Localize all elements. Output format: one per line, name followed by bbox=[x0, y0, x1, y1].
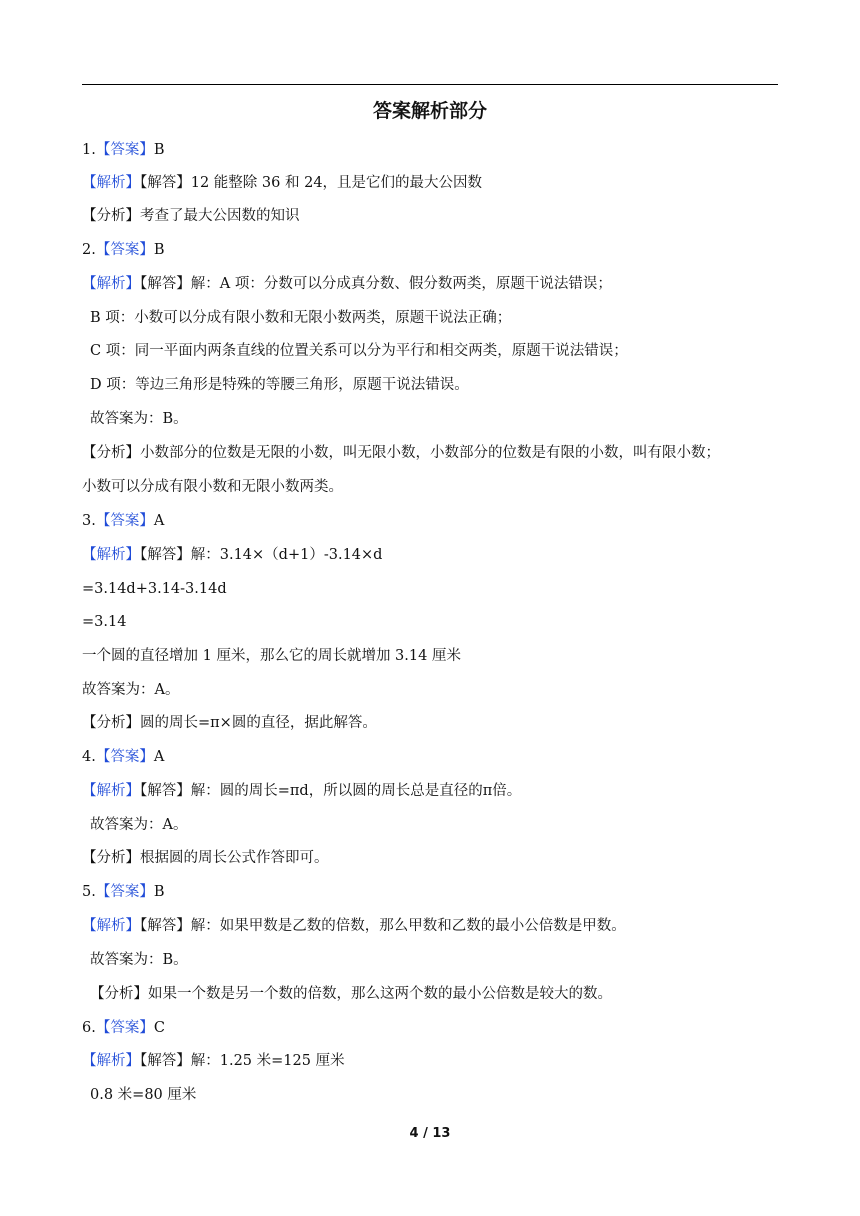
solution-label: 【解答】 bbox=[140, 276, 191, 292]
q3-step-1: =3.14d+3.14-3.14d bbox=[82, 581, 227, 597]
q1-answer: B bbox=[153, 142, 165, 158]
q3-solution-line bbox=[82, 545, 382, 565]
q2-number: 2. bbox=[82, 242, 96, 258]
q5-answer-line bbox=[82, 882, 165, 902]
q2-fenxi-line-2: 小数可以分成有限小数和无限小数两类。 bbox=[82, 479, 343, 495]
analysis-label: 【解析】 bbox=[82, 547, 140, 563]
q1-answer-line bbox=[82, 140, 165, 160]
analysis-label: 【解析】 bbox=[82, 175, 140, 191]
q3-answer-line bbox=[82, 511, 164, 531]
solution-label: 【解答】 bbox=[140, 547, 191, 563]
q4-answer-line bbox=[82, 747, 164, 767]
analysis-label: 【解析】 bbox=[82, 1053, 140, 1069]
page-number: 4 / 13 bbox=[409, 1126, 451, 1141]
q3-solution: 解：3.14×（d+1）-3.14×d bbox=[190, 547, 383, 563]
q5-fenxi: 如果一个数是另一个数的倍数，那么这两个数的最小公倍数是较大的数。 bbox=[148, 986, 612, 1002]
answer-label: 【答案】 bbox=[95, 142, 154, 158]
q6-solution-line bbox=[82, 1051, 345, 1071]
q5-solution-line bbox=[82, 916, 626, 936]
q2-line-c: C 项：同一平面内两条直线的位置关系可以分为平行和相交两类，原题干说法错误； bbox=[90, 343, 628, 359]
q4-solution-line bbox=[82, 781, 521, 801]
fenxi-label: 【分析】 bbox=[90, 986, 148, 1002]
q6-answer-line bbox=[82, 1018, 165, 1038]
q1-number: 1. bbox=[82, 142, 96, 158]
q2-result: 故答案为：B。 bbox=[90, 411, 188, 427]
q3-fenxi-line bbox=[82, 713, 377, 733]
q4-fenxi-line bbox=[82, 848, 329, 868]
solution-label: 【解答】 bbox=[140, 918, 191, 934]
solution-label: 【解答】 bbox=[140, 175, 191, 191]
q2-fenxi-1: 小数部分的位数是无限的小数，叫无限小数，小数部分的位数是有限的小数，叫有限小数； bbox=[140, 445, 720, 461]
analysis-label: 【解析】 bbox=[82, 783, 140, 799]
q5-result: 故答案为：B。 bbox=[90, 952, 188, 968]
q4-answer: A bbox=[153, 749, 165, 765]
q3-fenxi: 圆的周长=π×圆的直径，据此解答。 bbox=[140, 715, 377, 731]
fenxi-label: 【分析】 bbox=[82, 715, 140, 731]
answer-label: 【答案】 bbox=[95, 242, 154, 258]
q3-answer: A bbox=[153, 513, 165, 529]
q2-fenxi-line bbox=[82, 443, 720, 463]
answer-label: 【答案】 bbox=[95, 513, 154, 529]
header-rule bbox=[82, 84, 778, 85]
q4-result: 故答案为：A。 bbox=[90, 817, 188, 833]
q5-number: 5. bbox=[82, 884, 96, 900]
q2-line-b: B 项：小数可以分成有限小数和无限小数两类，原题干说法正确； bbox=[90, 310, 512, 326]
analysis-label: 【解析】 bbox=[82, 918, 140, 934]
fenxi-label: 【分析】 bbox=[82, 208, 140, 224]
q5-fenxi-line bbox=[90, 984, 612, 1004]
q6-step-1: 0.8 米=80 厘米 bbox=[90, 1087, 197, 1103]
q6-number: 6. bbox=[82, 1020, 96, 1036]
q5-solution: 解：如果甲数是乙数的倍数，那么甲数和乙数的最小公倍数是甲数。 bbox=[190, 918, 626, 934]
fenxi-label: 【分析】 bbox=[82, 445, 140, 461]
q2-answer: B bbox=[153, 242, 165, 258]
q6-answer: C bbox=[153, 1020, 165, 1036]
q6-solution: 解：1.25 米=125 厘米 bbox=[190, 1053, 345, 1069]
q4-number: 4. bbox=[82, 749, 96, 765]
q1-solution-line bbox=[82, 173, 482, 193]
q3-step-2: =3.14 bbox=[82, 614, 127, 630]
q2-solution-line bbox=[82, 274, 612, 294]
q4-solution: 解：圆的周长=πd，所以圆的周长总是直径的π倍。 bbox=[190, 783, 522, 799]
solution-label: 【解答】 bbox=[140, 783, 191, 799]
q1-fenxi: 考查了最大公因数的知识 bbox=[140, 208, 300, 224]
solution-label: 【解答】 bbox=[140, 1053, 191, 1069]
answer-label: 【答案】 bbox=[95, 1020, 154, 1036]
q1-fenxi-line bbox=[82, 206, 300, 226]
q2-solution: 解：A 项：分数可以分成真分数、假分数两类，原题干说法错误； bbox=[190, 276, 612, 292]
q5-answer: B bbox=[153, 884, 165, 900]
page-title: 答案解析部分 bbox=[372, 100, 487, 122]
answer-label: 【答案】 bbox=[95, 884, 154, 900]
q3-number: 3. bbox=[82, 513, 96, 529]
answer-label: 【答案】 bbox=[95, 749, 154, 765]
q4-fenxi: 根据圆的周长公式作答即可。 bbox=[140, 850, 329, 866]
q1-solution: 12 能整除 36 和 24，且是它们的最大公因数 bbox=[190, 175, 483, 191]
analysis-label: 【解析】 bbox=[82, 276, 140, 292]
fenxi-label: 【分析】 bbox=[82, 850, 140, 866]
q3-result: 故答案为：A。 bbox=[82, 682, 180, 698]
q3-conclusion: 一个圆的直径增加 1 厘米，那么它的周长就增加 3.14 厘米 bbox=[82, 648, 461, 664]
q2-answer-line bbox=[82, 240, 165, 260]
q2-line-d: D 项：等边三角形是特殊的等腰三角形，原题干说法错误。 bbox=[90, 377, 469, 393]
